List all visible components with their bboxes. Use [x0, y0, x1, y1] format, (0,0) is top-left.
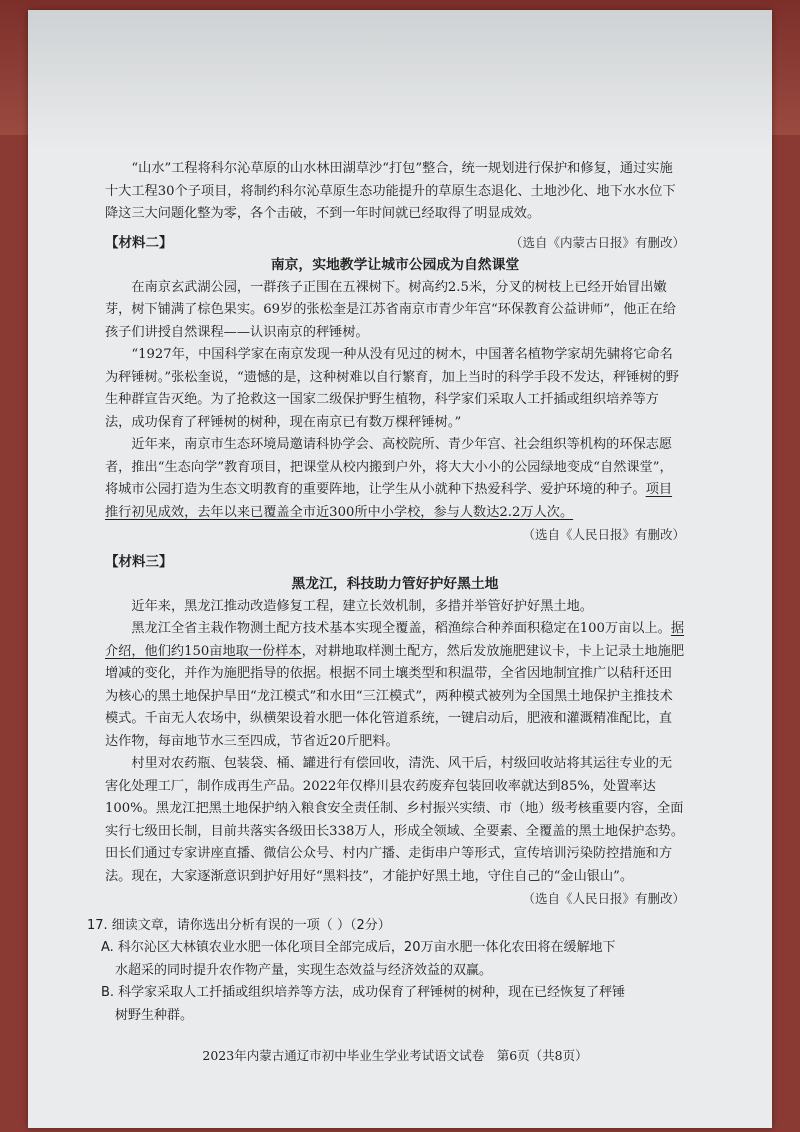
material-two-paragraph-2: “1927年，中国科学家在南京发现一种从没有见过的树木，中国著名植物学家胡先骕将它命名为秤锤树。”张松奎说，“遗憾的是，这种树难以自行繁育，加上当时的科学手段不发达，秤锤树的野生种群宣告灭绝。为了抢救这一国家二级保护野生植物，科学家们采取人工扦插或组织培养等方法，成功保育了秤锤树的树种，现在南京已有数万棵秤锤树。” [105, 347, 679, 430]
material-two-tag: 【材料二】 [105, 234, 173, 251]
material-three-header [105, 551, 685, 574]
option-b-line-2: 树野生种群。 [115, 1007, 194, 1023]
material-one-source: （选自《内蒙古日报》有删改） [509, 234, 685, 250]
material-two-underlined-text: 项目推行初见成效，去年以来已覆盖全市近300所中小学校，参与人数达2.2万人次。 [105, 482, 673, 520]
material-three-paragraph-2 [105, 618, 685, 753]
material-three-tag: 【材料三】 [105, 553, 173, 570]
page-footer: 2023年内蒙古通辽市初中毕业生学业考试语文试卷 第6页（共8页） [202, 1048, 588, 1063]
page-shadow [28, 10, 772, 150]
option-a-line-2: 水超采的同时提升农作物产量，实现生态效益与经济效益的双赢。 [115, 962, 493, 978]
material-two-paragraph-1: 在南京玄武湖公园，一群孩子正围在五裸树下。树高约2.5米，分叉的树枝上已经开始冒出嫩芽，树下铺满了棕色果实。69岁的张松奎是江苏省南京市青少年宫“环保教育公益讲师”，他正在给孩子们讲授自然课程——认识南京的秤锤树。 [105, 279, 676, 340]
material-two-header [105, 232, 685, 255]
material-three-paragraph-2-text-a: 黑龙江全省主栽作物测土配方技术基本实现全覆盖，稻渔综合种养面积稳定在100万亩以上。 [131, 621, 671, 636]
question-17 [87, 915, 687, 1028]
material-two-source: （选自《人民日报》有删改） [522, 527, 685, 542]
option-b-line-1: B. 科学家采取人工扦插或组织培养等方法，成功保育了秤锤树的树种，现在已经恢复了秤锤 [101, 985, 626, 1000]
material-three-paragraph-1: 近年来，黑龙江推动改造修复工程，建立长效机制，多措并举管好护好黑土地。 [131, 598, 593, 614]
option-a-line-1: A. 科尔沁区大林镇农业水肥一体化项目全部完成后，20万亩水肥一体化农田将在缓解地下 [101, 940, 616, 955]
material-two-title: 南京，实地教学让城市公园成为自然课堂 [270, 257, 520, 273]
material-three-paragraph-3: 村里对农药瓶、包装袋、桶、罐进行有偿回收，清洗、风干后，村级回收站将其运往专业的无害化处理工厂，制作成再生产品。2022年仅桦川县农药废弃包装回收率就达到85%，处置率达100%。黑龙江把黑土地保护纳入粮食安全责任制、乡村振兴实绩、市（地）级考核重要内容，全面实行七级田长制，目前共落实各级田长338万人，形成全领域、全要素、全覆盖的黑土地保护态势。田长们通过专家讲座直播、微信公众号、村内广播、走街串户等形式，宣传培训污染防控措施和方法。现在，大家逐渐意识到护好用好“黑料技”，才能护好黑土地，守住自己的“金山银山”。 [105, 756, 685, 884]
page-content [87, 158, 685, 1068]
question-17-stem: 17. 细读文章，请你选出分析有误的一项（ ）（2分） [87, 917, 391, 933]
intro-paragraph: “山水”工程将科尔沁草原的山水林田湖草沙“打包”整合，统一规划进行保护和修复，通过实施十大工程30个子项目，将制约科尔沁草原生态功能提升的草原生态退化、土地沙化、地下水水位下降这三大问题化整为零，各个击破，不到一年时间就已经取得了明显成效。 [105, 161, 676, 221]
material-three-paragraph-2-text-c: ，对耕地取样测土配方，然后发放施肥建议卡，卡上记录土地施肥增减的变化，并作为施肥指导的依据。根据不同土壤类型和积温带，全省因地制宜推广以秸秆还田为核心的黑土地保护旱田“龙江模式”和水田“三江模式”，两种模式被列为全国黑土地保护主推技术模式。千亩无人农场中，纵横架设着水肥一体化管道系统，一键启动后，肥液和灌溉精准配比，直达作物，每亩地节水三至四成，节省近20斤肥料。 [105, 643, 685, 749]
material-two-paragraph-3-text: 近年来，南京市生态环境局邀请科协学会、高校院所、青少年宫、社会组织等机构的环保志愿者，推出“生态向学”教育项目，把课堂从校内搬到户外，将大大小小的公园绿地变成“自然课堂”，将城市公园打造为生态文明教育的重要阵地，让学生从小就种下热爱科学、爱护环境的种子。 [105, 437, 673, 497]
material-three-title: 黑龙江，科技助力管好护好黑土地 [291, 576, 499, 592]
material-two-paragraph-3 [105, 434, 685, 524]
material-three-source: （选自《人民日报》有删改） [522, 891, 685, 906]
material-three-underlined-text: 据介绍，他们约150亩地取一份样本 [105, 621, 685, 659]
